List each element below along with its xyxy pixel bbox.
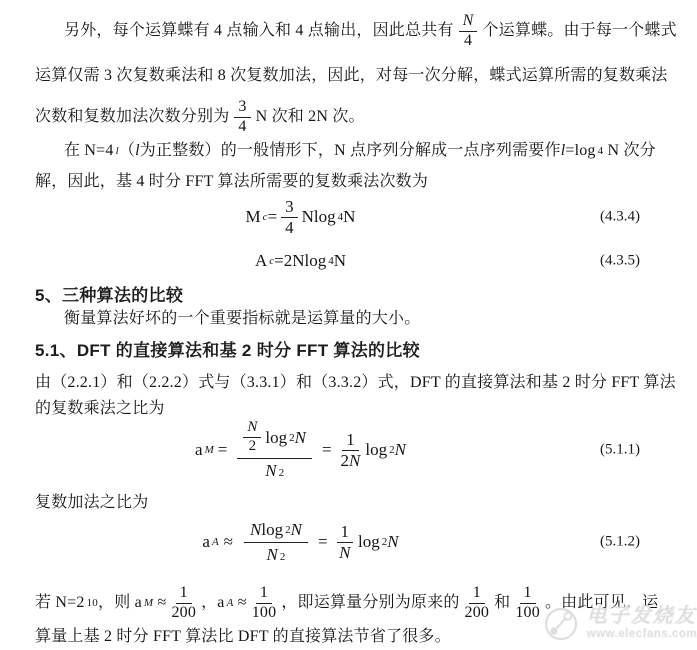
fraction-3-over-4 bbox=[281, 198, 298, 237]
inline-fraction-1-over-100 bbox=[252, 585, 277, 622]
fraction-denominator: 200 bbox=[171, 603, 197, 621]
watermark-brand: 电子发烧友 bbox=[586, 604, 697, 627]
big-fraction-denominator: N 2 bbox=[266, 544, 286, 564]
math-term: N bbox=[343, 207, 356, 226]
big-fraction bbox=[237, 420, 312, 479]
inline-fraction-1-over-200 bbox=[465, 585, 490, 622]
text-run: N 次和 2N 次。 bbox=[255, 108, 365, 125]
variable-N: N bbox=[294, 427, 306, 447]
big-fraction-numerator: N log 2 N bbox=[244, 521, 308, 543]
math-symbol: A bbox=[254, 251, 268, 270]
math-term: 2Nlog bbox=[283, 251, 327, 270]
text-run: 另外，每个运算蝶有 4 点输入和 4 点输出，因此总共有 bbox=[64, 22, 454, 39]
equation-4-3-4 bbox=[0, 190, 697, 244]
fraction-numerator: N bbox=[243, 420, 261, 438]
text-run: 的复数乘法之比为 bbox=[35, 400, 165, 417]
text-run: 在 N=4 bbox=[64, 142, 114, 159]
section-5-body bbox=[64, 306, 420, 332]
digit: 2 bbox=[340, 450, 350, 470]
fraction-denominator: 100 bbox=[515, 603, 540, 621]
paragraph-3-line-2 bbox=[35, 624, 451, 650]
paragraph-1-line-2 bbox=[35, 62, 668, 90]
text-run: 次数和复数加法次数分别为 bbox=[35, 108, 230, 125]
variable-N: N bbox=[250, 519, 262, 539]
fraction-numerator: 3 bbox=[281, 198, 298, 218]
variable-N: N bbox=[265, 460, 277, 480]
nested-fraction-n-over-2 bbox=[243, 420, 261, 455]
big-fraction-denominator: N 2 bbox=[265, 460, 285, 480]
log-term: log bbox=[365, 440, 388, 459]
math-symbol: M bbox=[245, 207, 261, 226]
math-term: Nlog bbox=[301, 207, 336, 226]
big-fraction-numerator: $\frac{N}{2}$ log 2 N bbox=[237, 420, 312, 459]
relation-sign: ≈ bbox=[153, 594, 167, 611]
log-term: log bbox=[358, 532, 380, 551]
text-run: 衡量算法好坏的一个重要指标就是运算量的大小。 bbox=[64, 310, 421, 327]
fraction-denominator: 100 bbox=[251, 603, 277, 621]
fraction-1-over-N bbox=[337, 523, 354, 562]
inline-fraction-3-over-4 bbox=[234, 99, 250, 136]
text-run: 复数加法之比为 bbox=[35, 494, 149, 511]
text-run: 算量上基 2 时分 FFT 算法比 DFT 的直接算法节省了很多。 bbox=[35, 628, 451, 645]
text-run: （ bbox=[118, 142, 136, 159]
variable-l: l bbox=[135, 142, 140, 159]
text-run: N 次分 bbox=[603, 142, 656, 159]
variable-N: N bbox=[290, 519, 302, 539]
text-run: 为正整数）的一般情形下，N 点序列分解成一点序列需要作 bbox=[139, 142, 561, 159]
paragraph-3-line-1: 若 N=2 10 ，则 a M ≈ $\frac{1}{200}$ ，a A ≈ $\frac{1}{100}$ ，即运算量分别为原来的 $\frac{1}{200}$ 和 $\frac{1}{100}$ 。由此可见，运 bbox=[35, 583, 659, 621]
paragraph-1-line-1 bbox=[64, 6, 677, 56]
relation-sign: ≈ bbox=[233, 594, 247, 611]
fraction-numerator: 1 bbox=[176, 585, 192, 604]
watermark-url: www.elecfans.com bbox=[586, 627, 697, 640]
fraction-numerator: 1 bbox=[342, 431, 359, 451]
equation-formula: M c = $\frac{3}{4}$ Nlog 4 N bbox=[245, 196, 356, 237]
inline-fraction-n-over-4 bbox=[459, 13, 478, 50]
fraction-numerator: N bbox=[459, 13, 478, 32]
watermark-text bbox=[587, 606, 697, 641]
text-run: 由（2.2.1）和（2.2.2）式与（3.3.1）和（3.3.2）式，DFT 的直接算法和基 2 时分 FFT 算法 bbox=[35, 374, 676, 391]
section-5-1-heading: 5.1、DFT 的直接算法和基 2 时分 FFT 算法的比较 bbox=[35, 341, 420, 360]
fraction-numerator: 1 bbox=[469, 585, 485, 604]
log-term: log bbox=[265, 427, 288, 447]
relation-sign: ≈ bbox=[223, 532, 234, 551]
fraction-numerator: 1 bbox=[337, 523, 354, 543]
fraction-numerator: 1 bbox=[256, 585, 272, 604]
paragraph-2-line-1: 在 N=4 l （ l 为正整数）的一般情形下，N 点序列分解成一点序列需要作 l =log 4 N 次分 bbox=[64, 142, 656, 159]
math-symbol: a bbox=[195, 440, 203, 459]
relation-sign: = bbox=[317, 532, 328, 551]
paragraph-1-line-3 bbox=[35, 92, 365, 142]
relation-sign: = bbox=[217, 440, 228, 459]
equation-number: (5.1.1) bbox=[600, 441, 640, 458]
text-run: ，a bbox=[201, 594, 225, 611]
fraction-denominator: 4 bbox=[463, 31, 473, 49]
fraction-denominator bbox=[341, 451, 361, 470]
variable-N: N bbox=[387, 532, 399, 551]
relation-sign: = bbox=[274, 251, 284, 270]
text-run: 若 N=2 bbox=[35, 594, 85, 611]
equation-number: (5.1.2) bbox=[600, 533, 640, 550]
fraction-denominator: 4 bbox=[285, 217, 294, 237]
text-run: =log bbox=[565, 142, 596, 159]
math-term: N bbox=[333, 251, 347, 270]
inline-fraction-1-over-100 bbox=[515, 585, 540, 622]
fraction-denominator: 200 bbox=[464, 603, 490, 621]
fraction-denominator: N bbox=[339, 542, 351, 562]
fraction-numerator: 1 bbox=[520, 585, 536, 604]
log-term: log bbox=[261, 519, 284, 539]
text-run: 运算仅需 3 次复数乘法和 8 次复数加法，因此，对每一次分解，蝶式运算所需的复数乘法 bbox=[35, 67, 668, 84]
text-run: 个运算蝶。由于每一个蝶式 bbox=[482, 22, 677, 39]
fraction-denominator: 2 bbox=[248, 438, 257, 455]
big-fraction bbox=[244, 521, 308, 564]
fraction-denominator: 4 bbox=[238, 117, 247, 135]
math-symbol: a bbox=[202, 532, 210, 551]
equation-formula: A c = 2Nlog 4 N bbox=[254, 251, 347, 270]
equation-5-1-1 bbox=[0, 416, 697, 484]
text-run: 。由此可见，运 bbox=[544, 594, 659, 611]
section-5-heading: 5、三种算法的比较 bbox=[35, 286, 184, 305]
equation-number: (4.3.5) bbox=[600, 252, 640, 269]
variable-N: N bbox=[349, 450, 361, 470]
inline-fraction-1-over-200 bbox=[171, 585, 196, 622]
equation-formula: a M = $\frac{N}{2}$ log 2 N N 2 = 1 2 N log 2 N bbox=[195, 419, 406, 480]
equation-5-1-2 bbox=[0, 512, 697, 572]
text-run: 解，因此，基 4 时分 FFT 算法所需要的复数乘法次数为 bbox=[35, 173, 429, 190]
fraction-numerator: 3 bbox=[234, 99, 250, 118]
equation-formula: a A ≈ N log 2 N N 2 = $\frac{1}{N}$ log 2 N bbox=[202, 519, 399, 564]
relation-sign: = bbox=[267, 207, 278, 226]
text-run: 和 bbox=[494, 594, 511, 611]
text-run: ，则 a bbox=[98, 594, 142, 611]
watermark bbox=[540, 600, 697, 646]
elecfans-logo-icon bbox=[540, 600, 582, 646]
variable-N: N bbox=[266, 544, 278, 564]
equation-number: (4.3.4) bbox=[600, 208, 640, 225]
variable-l: l bbox=[560, 142, 566, 159]
fraction-1-over-2N bbox=[341, 431, 361, 470]
equation-4-3-5 bbox=[0, 246, 697, 276]
section-5-1-line-1 bbox=[35, 370, 676, 396]
text-run: ，即运算量分别为原来的 bbox=[281, 594, 460, 611]
relation-sign: = bbox=[321, 440, 332, 459]
variable-N: N bbox=[394, 440, 406, 459]
